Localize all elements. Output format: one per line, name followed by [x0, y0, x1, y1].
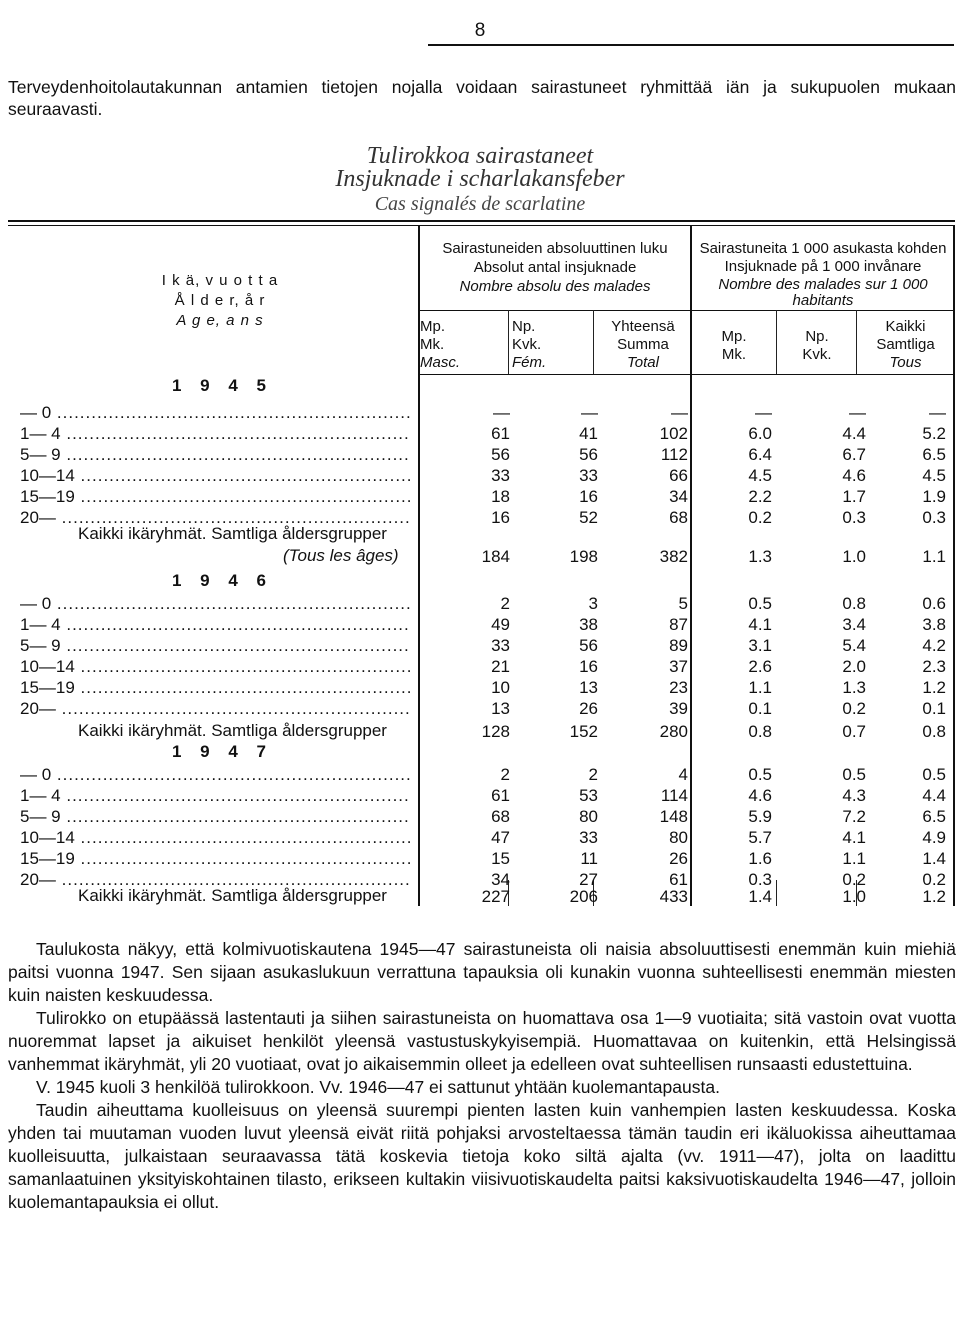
paragraph: V. 1945 kuoli 3 henkilöä tulirokkoon. Vv. 1946—47 ei sattunut yhtään kuolemantapausta.: [36, 1077, 720, 1097]
table-cell: 112: [660, 445, 688, 464]
total-header-fi: Yhteensä: [611, 318, 675, 335]
table-cell: 23: [669, 678, 688, 697]
table-cell: —: [581, 403, 598, 422]
paragraph: Tulirokko on etupäässä lastentauti ja siihen sairastuneista on huomattava osa 1—9 vuotiaita; sitä vastoin ovat vuotta nuoremmat lapset ja aikuiset henkilöt yleensä vastustuskykyisempiä. Huomattavaa on kuitenkin, että Helsingissä vanhemmat ikäryhmät, yli 20 vuotiaat, ovat jo aikaisemmin olleet ja edelleen ovat suhteellisen runsaasti edustettuina.: [8, 1008, 956, 1074]
age-header-fr: A g e, a n s: [176, 312, 264, 329]
table-cell: 13: [579, 678, 598, 697]
age-group-label: [20, 827, 410, 848]
age-group-label: [20, 444, 410, 465]
rate-header-fr1: Nombre des malades sur 1 000: [718, 276, 928, 293]
table-cell: 53: [579, 786, 598, 805]
table-cell: 2.3: [922, 657, 946, 676]
total-cell: 0.8: [748, 722, 772, 741]
table-cell: 89: [669, 636, 688, 655]
table-cell: 37: [669, 657, 688, 676]
table-row: [20, 614, 955, 635]
table-cell: 15: [491, 849, 510, 868]
page-number: 8: [474, 20, 486, 41]
table-cell: 0.8: [842, 594, 866, 613]
abs-header-fr: Nombre absolu des malades: [459, 278, 651, 295]
table-cell: 0.5: [748, 594, 772, 613]
table-cell: 5.2: [922, 424, 946, 443]
age-group-label: [20, 677, 410, 698]
age-group-label: [20, 656, 410, 677]
age-group-text: 15—19: [20, 678, 75, 697]
table-cell: 4: [678, 765, 688, 784]
table-top-rule-2: [8, 225, 955, 226]
table-cell: 49: [491, 615, 510, 634]
age-group-label: [20, 593, 410, 614]
total-cell: 198: [569, 547, 598, 566]
table-cell: 0.2: [842, 870, 866, 889]
table-cell: 3.4: [842, 615, 866, 634]
table-row: [20, 635, 955, 656]
table-cell: 2.2: [748, 487, 772, 506]
table-cell: 0.5: [842, 765, 866, 784]
paragraph: Taudin aiheuttama kuolleisuus on yleensä suurempi pienten lasten kuin vanhempien lasten keskuudessa. Koska yhden tai muutaman vuoden luvut yleensä eivät riitä pohjaksi arvosteltaessa tämän taudin eri ikäluokissa aiheuttamaa kuolleisuutta, julkaistaan seuraavassa tätä koskevia tietoja koko siltä ajalta (vv. 1911—47), jolta on laadittu samanlaatuinen yksityiskohtainen tilasto, erikseen kultakin viisivuotiskaudelta paitsi kaksivuotiskaudelta 1946—47, jolloin kuolemantapauksia ei ollut.: [8, 1100, 956, 1212]
rate-female-header-fi: Np.: [805, 328, 829, 345]
table-cell: 1.1: [842, 849, 866, 868]
table-cell: 2.6: [748, 657, 772, 676]
header-mid-rule: [418, 310, 955, 311]
female-header-fi: Np.: [512, 318, 536, 335]
rate-all-header-fi: Kaikki: [885, 318, 926, 335]
total-cell: 1.3: [748, 547, 772, 566]
table-cell: 5.9: [748, 807, 772, 826]
total-cell: 280: [659, 722, 688, 741]
age-group-label: [20, 402, 410, 423]
table-cell: 61: [491, 786, 510, 805]
table-cell: 4.4: [922, 786, 946, 805]
table-cell: 16: [491, 508, 510, 527]
year-heading: 1 9 4 5: [172, 376, 273, 395]
age-group-text: 20—: [20, 508, 56, 527]
table-cell: 66: [669, 466, 688, 485]
table-cell: 0.3: [842, 508, 866, 527]
age-group-text: 10—14: [20, 828, 75, 847]
table-top-rule: [8, 220, 955, 222]
table-cell: 68: [491, 807, 510, 826]
table-cell: 34: [491, 870, 510, 889]
total-label: Kaikki ikäryhmät. Samtliga åldersgrupper: [78, 721, 387, 740]
rate-header-fi: Sairastuneita 1 000 asukasta kohden: [699, 240, 947, 257]
rate-all-header-fr: Tous: [889, 354, 922, 371]
table-row: [20, 444, 955, 465]
table-cell: 4.3: [842, 786, 866, 805]
table-cell: 52: [579, 508, 598, 527]
table-cell: 56: [491, 445, 510, 464]
table-cell: 2.0: [842, 657, 866, 676]
table-cell: 0.5: [922, 765, 946, 784]
table-row: [20, 423, 955, 444]
table-cell: 27: [579, 870, 598, 889]
age-group-text: 10—14: [20, 466, 75, 485]
table-cell: 0.1: [748, 699, 772, 718]
total-label: Kaikki ikäryhmät. Samtliga åldersgrupper: [78, 886, 387, 905]
header-rule: [428, 44, 954, 46]
table-cell: 80: [579, 807, 598, 826]
table-cell: 1.4: [922, 849, 946, 868]
table-cell: 1.3: [842, 678, 866, 697]
table-cell: 68: [669, 508, 688, 527]
table-cell: 4.2: [922, 636, 946, 655]
total-row: [20, 546, 955, 567]
table-cell: 5.4: [842, 636, 866, 655]
total-cell: 1.0: [842, 547, 866, 566]
table-cell: 0.2: [842, 699, 866, 718]
table-cell: 7.2: [842, 807, 866, 826]
table-cell: —: [755, 403, 772, 422]
table-cell: 4.4: [842, 424, 866, 443]
abs-header-sv: Absolut antal insjuknade: [473, 259, 637, 276]
age-group-label: [20, 423, 410, 444]
table-cell: 0.6: [922, 594, 946, 613]
total-row: [20, 721, 955, 742]
total-cell: 152: [569, 722, 598, 741]
rate-male-header-sv: Mk.: [721, 346, 747, 363]
total-row: [20, 886, 955, 907]
age-group-text: — 0: [20, 403, 52, 422]
age-group-text: 1— 4: [20, 786, 61, 805]
table-cell: 148: [659, 807, 688, 826]
age-group-text: 15—19: [20, 487, 75, 506]
table-cell: 56: [579, 445, 598, 464]
age-header-fi: I k ä, v u o t t a: [161, 272, 279, 289]
rate-female-header-sv: Kvk.: [802, 346, 832, 363]
age-group-label: [20, 614, 410, 635]
table-cell: 102: [659, 424, 688, 443]
age-group-text: 15—19: [20, 849, 75, 868]
male-header-sv: Mk.: [420, 336, 445, 353]
age-group-label: [20, 764, 410, 785]
col-divider-1: [508, 310, 509, 374]
table-cell: 0.2: [748, 508, 772, 527]
table-cell: 3.1: [748, 636, 772, 655]
table-cell: 2: [588, 765, 598, 784]
total-cell: 0.8: [922, 722, 946, 741]
total-cell: 206: [569, 887, 598, 906]
total-cell: 227: [481, 887, 510, 906]
table-cell: 5: [678, 594, 688, 613]
table-cell: 6.5: [922, 445, 946, 464]
table-cell: 34: [669, 487, 688, 506]
age-group-text: 5— 9: [20, 445, 61, 464]
table-cell: 4.1: [842, 828, 866, 847]
table-row: [20, 593, 955, 614]
table-cell: 6.4: [748, 445, 772, 464]
table-cell: 2: [500, 594, 510, 613]
total-cell: 382: [659, 547, 688, 566]
table-cell: 0.3: [748, 870, 772, 889]
age-group-label: [20, 465, 410, 486]
col-divider-2: [593, 310, 594, 374]
table-cell: 1.2: [922, 678, 946, 697]
table-cell: 3.8: [922, 615, 946, 634]
table-cell: 1.7: [842, 487, 866, 506]
table-cell: 87: [669, 615, 688, 634]
table-cell: 16: [579, 657, 598, 676]
table-row: [20, 698, 955, 719]
table-cell: —: [929, 403, 946, 422]
intro-text: Terveydenhoitolautakunnan antamien tietojen nojalla voidaan sairastuneet ryhmittää iän ja sukupuolen mukaan seuraavasti.: [8, 77, 956, 119]
total-cell: 433: [659, 887, 688, 906]
paragraph: Taulukosta näkyy, että kolmivuotiskautena 1945—47 sairastuneista oli naisia absoluuttisesti enemmän kuin miehiä paitsi vuonna 1947. Sen sijaan asukaslukuun verrattuna tapauksia oli kunakin vuonna suhteellisesti enemmän miesten kuin naisten keskuudessa.: [8, 939, 956, 1005]
total-cell: 1.2: [922, 887, 946, 906]
male-header-fi: Mp.: [420, 318, 446, 335]
rate-male-header-fi: Mp.: [721, 328, 747, 345]
table-cell: 13: [491, 699, 510, 718]
table-cell: 33: [491, 466, 510, 485]
rate-header-sv: Insjuknade på 1 000 invånare: [724, 258, 922, 275]
body-text: [8, 938, 956, 1214]
female-header-fr: Fém.: [512, 354, 547, 371]
table-row: [20, 785, 955, 806]
female-header-sv: Kvk.: [512, 336, 542, 353]
table-cell: 0.5: [748, 765, 772, 784]
age-group-text: 10—14: [20, 657, 75, 676]
table-row: [20, 486, 955, 507]
table-cell: 26: [579, 699, 598, 718]
table-cell: 0.1: [922, 699, 946, 718]
table-cell: 114: [660, 786, 688, 805]
total-header-sv: Summa: [617, 336, 669, 353]
age-group-label: [20, 785, 410, 806]
table-cell: 33: [579, 828, 598, 847]
table-title-fi: Tulirokkoa sairastaneet: [366, 143, 594, 169]
table-row: [20, 465, 955, 486]
table-cell: 4.6: [842, 466, 866, 485]
total-cell: 1.1: [922, 547, 946, 566]
table-cell: 6.7: [842, 445, 866, 464]
table-cell: 26: [669, 849, 688, 868]
age-group-text: 5— 9: [20, 807, 61, 826]
table-cell: 61: [491, 424, 510, 443]
table-row: [20, 764, 955, 785]
age-group-label: [20, 806, 410, 827]
age-group-text: — 0: [20, 594, 52, 613]
table-cell: 41: [579, 424, 598, 443]
table-row: [20, 402, 955, 423]
table-row: [20, 848, 955, 869]
table-row: [20, 656, 955, 677]
table-cell: 6.0: [748, 424, 772, 443]
table-cell: 33: [579, 466, 598, 485]
total-label: Kaikki ikäryhmät. Samtliga åldersgrupper: [78, 524, 387, 543]
table-cell: 4.5: [922, 466, 946, 485]
col-divider-3: [776, 310, 777, 374]
table-cell: 39: [669, 699, 688, 718]
table-cell: 0.3: [922, 508, 946, 527]
age-group-text: 20—: [20, 870, 56, 889]
table-cell: 21: [491, 657, 510, 676]
age-group-text: 5— 9: [20, 636, 61, 655]
table-cell: —: [493, 403, 510, 422]
rate-header-fr2: habitants: [792, 292, 854, 309]
table-cell: 56: [579, 636, 598, 655]
rate-all-header-sv: Samtliga: [876, 336, 935, 353]
table-cell: —: [671, 403, 688, 422]
table-cell: 1.9: [922, 487, 946, 506]
table-cell: 1.1: [748, 678, 772, 697]
total-header-fr: Total: [627, 354, 659, 371]
col-divider-4: [856, 310, 857, 374]
total-cell: 0.7: [842, 722, 866, 741]
total-cell: 184: [481, 547, 510, 566]
total-cell: 128: [481, 722, 510, 741]
table-cell: 80: [669, 828, 688, 847]
year-heading: 1 9 4 6: [172, 571, 273, 590]
age-group-label: [20, 635, 410, 656]
table-cell: 2: [500, 765, 510, 784]
total-cell: 1.0: [842, 887, 866, 906]
header-bottom-rule: [418, 374, 955, 375]
table-cell: 18: [491, 487, 510, 506]
table-cell: 3: [588, 594, 598, 613]
total-label-fr: (Tous les âges): [283, 546, 399, 565]
table-row: [20, 806, 955, 827]
table-cell: —: [849, 403, 866, 422]
age-header-sv: Å l d e r, å r: [174, 292, 266, 309]
age-group-label: [20, 486, 410, 507]
age-group-text: 1— 4: [20, 615, 61, 634]
table-cell: 5.7: [748, 828, 772, 847]
table-cell: 4.6: [748, 786, 772, 805]
age-group-text: 1— 4: [20, 424, 61, 443]
table-cell: 4.5: [748, 466, 772, 485]
abs-header-fi: Sairastuneiden absoluuttinen luku: [442, 240, 668, 257]
table-cell: 11: [580, 849, 598, 868]
age-group-label: [20, 698, 410, 719]
table-cell: 1.6: [748, 849, 772, 868]
total-cell: 1.4: [748, 887, 772, 906]
table-title-fr: Cas signalés de scarlatine: [374, 193, 586, 215]
table-cell: 61: [669, 870, 688, 889]
table-title-sv: Insjuknade i scharlakansfeber: [335, 166, 625, 192]
male-header-fr: Masc.: [420, 354, 461, 371]
age-group-text: — 0: [20, 765, 52, 784]
table-cell: 4.1: [748, 615, 772, 634]
age-group-label: [20, 848, 410, 869]
year-heading: 1 9 4 7: [172, 742, 273, 761]
table-row: [20, 827, 955, 848]
age-group-text: 20—: [20, 699, 56, 718]
table-cell: 4.9: [922, 828, 946, 847]
table-cell: 38: [579, 615, 598, 634]
table-cell: 33: [491, 636, 510, 655]
table-cell: 47: [491, 828, 510, 847]
table-cell: 0.2: [922, 870, 946, 889]
table-cell: 6.5: [922, 807, 946, 826]
table-row: [20, 677, 955, 698]
table-cell: 16: [579, 487, 598, 506]
table-cell: 10: [491, 678, 510, 697]
